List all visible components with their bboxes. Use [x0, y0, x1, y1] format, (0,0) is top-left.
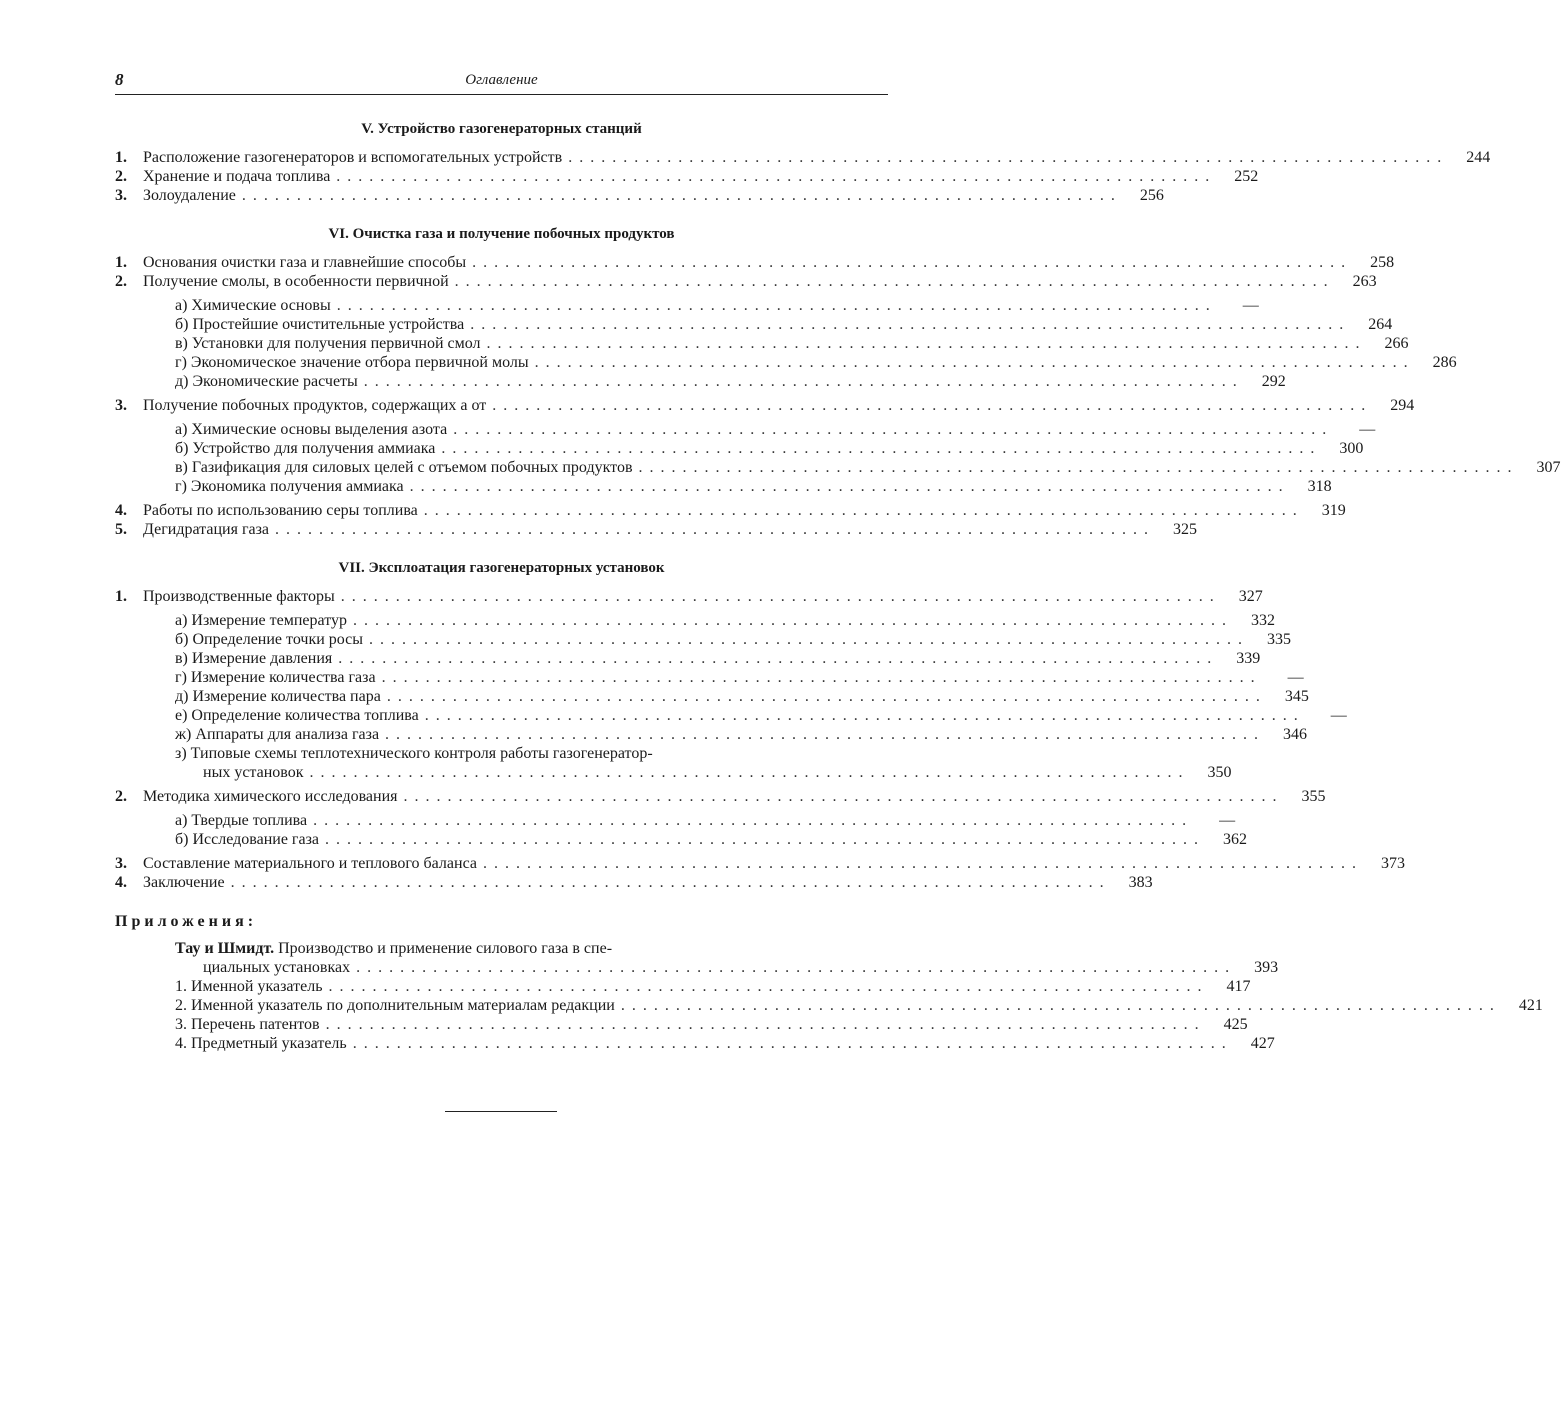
entry-title: б) Устройство для получения аммиака — [175, 440, 436, 457]
toc-subentry — [115, 458, 1561, 477]
entry-title: Получение побочных продуктов, содержащих а от — [143, 397, 487, 414]
toc-subentry — [115, 977, 1251, 996]
entry-title: б) Исследование газа — [175, 831, 319, 848]
page-ref: 345 — [1284, 688, 1309, 705]
section-heading: VI. Очистка газа и получение побочных продуктов — [328, 226, 675, 242]
entry-title: Расположение газогенераторов и вспомогательных устройств — [143, 149, 563, 166]
toc-subentry — [115, 744, 888, 763]
toc-entry — [115, 520, 1198, 539]
dot-leader: ................................................................................ — [363, 373, 1244, 390]
toc-subentry — [115, 830, 1247, 849]
entry-title: Составление материального и теплового баланса — [143, 855, 477, 872]
dot-leader: ................................................................................ — [325, 1016, 1206, 1033]
dot-leader: ................................................................................ — [403, 788, 1284, 805]
page-ref: 332 — [1250, 612, 1275, 629]
entry-title: Хранение и подача топлива — [143, 168, 331, 185]
page-ref: 393 — [1254, 959, 1279, 976]
entry-number: 1. — [115, 588, 127, 605]
entry-title: Работы по использованию серы топлива — [143, 502, 418, 519]
toc-subentry — [115, 420, 1376, 439]
entry-number: 3. — [115, 397, 127, 414]
page-ref: — — [1287, 669, 1304, 686]
entry-title: е) Определение количества топлива — [175, 707, 419, 724]
entry-title: д) Измерение количества пара — [175, 688, 381, 705]
dot-leader: ................................................................................ — [454, 273, 1335, 290]
page-ref: — — [1330, 707, 1347, 724]
dot-leader: ................................................................................ — [241, 187, 1122, 204]
entry-title: в) Измерение давления — [175, 650, 333, 667]
page-ref: 307 — [1536, 459, 1561, 476]
page-ref: 335 — [1267, 631, 1292, 648]
page-ref: 425 — [1223, 1016, 1248, 1033]
page-ref: 300 — [1339, 440, 1364, 457]
toc-subentry — [115, 353, 1457, 372]
toc-subentry — [115, 811, 1236, 830]
dot-leader: ................................................................................ — [328, 978, 1209, 995]
running-header — [115, 70, 888, 95]
dot-leader: ................................................................................ — [470, 316, 1351, 333]
entry-title: г) Экономика получения аммиака — [175, 478, 404, 495]
dot-leader: ................................................................................ — [340, 588, 1221, 605]
page-ref: 362 — [1223, 831, 1247, 848]
entry-title: 4. Предметный указатель — [175, 1035, 347, 1052]
entry-title: Методика химического исследования — [143, 788, 398, 805]
dot-leader: ................................................................................ — [441, 440, 1322, 457]
toc-entry — [115, 587, 1263, 606]
entry-title: 2. Именной указатель по дополнительным материалам редакции — [175, 997, 615, 1014]
dot-leader: ................................................................................ — [486, 335, 1367, 352]
page-ref: 417 — [1226, 978, 1251, 995]
entry-number: 4. — [115, 874, 127, 891]
entry-title: Получение смолы, в особенности первичной — [143, 273, 449, 290]
page-ref: 292 — [1261, 373, 1286, 390]
entry-title: 1. Именной указатель — [175, 978, 323, 995]
entry-title: б) Простейшие очистительные устройства — [175, 316, 465, 333]
toc-subentry — [115, 706, 1347, 725]
entry-title: г) Измерение количества газа — [175, 669, 376, 686]
appendix-heading: Приложения: — [115, 913, 258, 930]
dot-leader: ................................................................................ — [309, 764, 1190, 781]
dot-leader: ................................................................................ — [453, 421, 1334, 438]
toc-subentry — [115, 725, 1308, 744]
toc-subentry — [115, 1015, 1248, 1034]
entry-title: ных установок — [203, 764, 304, 781]
toc-subentry — [115, 477, 1332, 496]
toc-subentry — [115, 296, 1259, 315]
entry-title: а) Твердые топлива — [175, 812, 308, 829]
page-ref: 286 — [1432, 354, 1457, 371]
section-heading: V. Устройство газогенераторных станций — [361, 121, 642, 137]
dot-leader: ................................................................................ — [492, 397, 1373, 414]
dot-leader: ................................................................................ — [338, 650, 1219, 667]
page-ref: 339 — [1236, 650, 1261, 667]
toc-entry — [115, 272, 1377, 291]
dot-leader: ................................................................................ — [381, 669, 1262, 686]
page-number: 8 — [115, 70, 124, 89]
page-ref: 258 — [1370, 254, 1395, 271]
toc-subentry — [115, 996, 1543, 1015]
toc-subentry — [115, 958, 1279, 977]
toc-subentry — [115, 1034, 1275, 1053]
toc-subentry — [115, 763, 1232, 782]
page-ref: 421 — [1518, 997, 1543, 1014]
dot-leader: ................................................................................ — [386, 688, 1267, 705]
entry-title: б) Определение точки росы — [175, 631, 364, 648]
dot-leader: ................................................................................ — [620, 997, 1501, 1014]
dot-leader: ................................................................................ — [325, 831, 1205, 848]
dot-leader: ................................................................................ — [336, 297, 1217, 314]
dot-leader: ................................................................................ — [369, 631, 1250, 648]
entry-title: в) Газификация для силовых целей с отъемом побочных продуктов — [175, 459, 633, 476]
entry-title: г) Экономическое значение отбора первичной молы — [175, 354, 529, 371]
page-ref: 256 — [1139, 187, 1164, 204]
page-ref: — — [1359, 421, 1376, 438]
dot-leader: ................................................................................ — [356, 959, 1237, 976]
entry-number: 1. — [115, 254, 127, 271]
dot-leader: ................................................................................ — [352, 1035, 1233, 1052]
dot-leader: ................................................................................ — [409, 478, 1290, 495]
page-ref: 244 — [1466, 149, 1491, 166]
entry-number: 2. — [115, 168, 127, 185]
toc-subentry — [115, 687, 1309, 706]
dot-leader: ................................................................................ — [568, 149, 1449, 166]
dot-leader: ................................................................................ — [230, 874, 1111, 891]
entry-number: 3. — [115, 855, 127, 872]
page-ref: 346 — [1283, 726, 1308, 743]
page-ref: 427 — [1250, 1035, 1275, 1052]
dot-leader: ................................................................................ — [336, 168, 1217, 185]
dot-leader: ................................................................................ — [385, 726, 1266, 743]
dot-leader: ................................................................................ — [472, 254, 1353, 271]
toc-entry — [115, 787, 1326, 806]
page-ref: 373 — [1380, 855, 1405, 872]
page-ref: 294 — [1390, 397, 1415, 414]
page-ref: 350 — [1207, 764, 1232, 781]
entry-number: 2. — [115, 273, 127, 290]
toc-entry — [115, 167, 1259, 186]
dot-leader: ................................................................................ — [423, 502, 1304, 519]
dot-leader: ................................................................................ — [534, 354, 1415, 371]
dot-leader: ................................................................................ — [638, 459, 1519, 476]
entry-title: Тау и Шмидт. Производство и применение силового газа в спе- — [175, 940, 613, 957]
page-ref: 266 — [1384, 335, 1409, 352]
toc-subentry — [115, 649, 1261, 668]
entry-number: 4. — [115, 502, 127, 519]
end-rule — [445, 1111, 557, 1112]
entry-title: з) Типовые схемы теплотехнического контроля работы газогенератор- — [175, 745, 653, 762]
toc-subentry — [115, 315, 1393, 334]
page-ref: 252 — [1234, 168, 1259, 185]
toc-subentry — [115, 668, 1304, 687]
entry-author: Тау и Шмидт. — [175, 940, 275, 957]
entry-number: 1. — [115, 149, 127, 166]
page-ref: — — [1242, 297, 1259, 314]
entry-title: в) Установки для получения первичной смол — [175, 335, 481, 352]
page-ref: 319 — [1321, 502, 1346, 519]
toc-entry — [115, 186, 1164, 205]
entry-title: ж) Аппараты для анализа газа — [175, 726, 380, 743]
toc-subentry — [115, 630, 1292, 649]
entry-title: Производственные факторы — [143, 588, 335, 605]
dot-leader: ................................................................................ — [482, 855, 1363, 872]
toc-entry — [115, 253, 1395, 272]
entry-title: 3. Перечень патентов — [175, 1016, 320, 1033]
toc-subentry — [115, 939, 888, 958]
table-of-contents — [115, 120, 1561, 1053]
entry-title: а) Химические основы — [175, 297, 331, 314]
entry-title: а) Химические основы выделения азота — [175, 421, 448, 438]
entry-title: циальных установках — [203, 959, 351, 976]
toc-subentry — [115, 372, 1286, 391]
entry-title: Заключение — [143, 874, 225, 891]
entry-title: д) Экономические расчеты — [175, 373, 358, 390]
page-ref: 263 — [1352, 273, 1377, 290]
page-ref: 264 — [1368, 316, 1393, 333]
entry-title: Золоудаление — [143, 187, 236, 204]
entry-title: Дегидратация газа — [143, 521, 270, 538]
header-title: Оглавление — [465, 72, 538, 88]
dot-leader: ................................................................................ — [313, 812, 1194, 829]
page-ref: 355 — [1301, 788, 1326, 805]
toc-entry — [115, 148, 1491, 167]
entry-title: а) Измерение температур — [175, 612, 347, 629]
toc-entry — [115, 854, 1405, 873]
dot-leader: ................................................................................ — [424, 707, 1305, 724]
entry-number: 2. — [115, 788, 127, 805]
section-heading: VII. Эксплоатация газогенераторных установок — [338, 560, 665, 576]
toc-entry — [115, 396, 1415, 415]
toc-entry — [115, 873, 1153, 892]
dot-leader: ................................................................................ — [275, 521, 1156, 538]
entry-title: Основания очистки газа и главнейшие способы — [143, 254, 467, 271]
page-ref: 327 — [1238, 588, 1263, 605]
toc-entry — [115, 501, 1346, 520]
entry-number: 3. — [115, 187, 127, 204]
toc-subentry — [115, 334, 1409, 353]
toc-subentry — [115, 611, 1275, 630]
page-ref: 318 — [1307, 478, 1332, 495]
toc-subentry — [115, 439, 1364, 458]
entry-number: 5. — [115, 521, 127, 538]
dot-leader: ................................................................................ — [352, 612, 1233, 629]
page-ref: — — [1219, 812, 1236, 829]
page-ref: 383 — [1128, 874, 1153, 891]
page-ref: 325 — [1173, 521, 1198, 538]
